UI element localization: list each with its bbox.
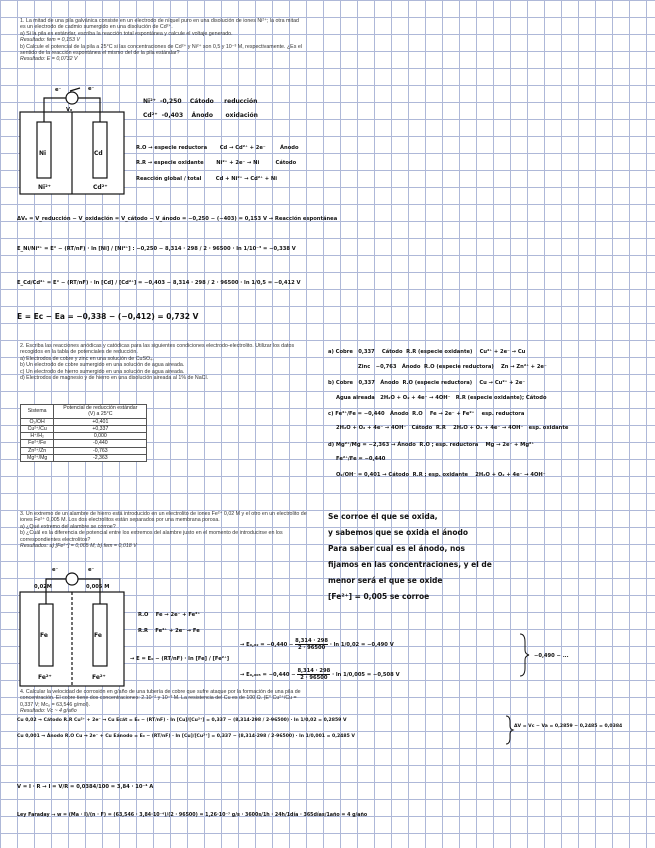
problem-1-part-a: a) Si la pila es estándar, escriba la reacción total espontánea y calcule el voltaje generado. <box>20 30 233 37</box>
notes3-e-0005-frac <box>297 668 330 681</box>
notes1-final: E = Ec − Ea = −0,338 − (−0,412) = 0,732 V <box>17 312 199 321</box>
answer2-a2: Zinc −0,763 Ánodo R.O (especie reductora) Zn → Zn²⁺ + 2e⁻ <box>358 364 547 370</box>
problem-1-statement <box>20 18 305 63</box>
table-cell: Zn²⁺/Zn <box>21 447 54 454</box>
table-cell: O₂/OH <box>21 418 54 425</box>
problem-1-part-b-result: Resultado: E = 0,0732 V <box>20 56 78 63</box>
answer2-b2: Agua aireada 2H₂O + O₂ + 4e⁻ → 4OH⁻ R.R (especie oxidante); Cátodo <box>336 395 547 401</box>
notes4-ohm: V = I · R → I = V/R = 0,0384/100 = 3,84 · 10⁻⁴ A <box>17 784 154 790</box>
notes3-e-0005-ln: · ln 1/0,005 = −0,508 V <box>332 672 400 678</box>
cell1-electron-right: e⁻ <box>88 86 95 92</box>
answer2-d3: O₂/OH⁻ = 0,401 → Cátodo R.R ; esp. oxidante 2H₂O + O₂ + 4e⁻ → 4OH⁻ <box>336 472 546 478</box>
table-cell: Cu²⁺/Cu <box>21 425 54 432</box>
table-row <box>21 455 147 462</box>
problem-3-a: a) ¿Qué extremo del alambre se corroe? <box>20 523 116 530</box>
table-row <box>21 433 147 440</box>
answer2-d2: Fe²⁺/Fe = −0,440 <box>336 456 386 462</box>
notes1-nernst-cd-label: E_Cd/Cd²⁺ = E° − (RT/nF) · ln [Cd] / [Cd²⁺] = −0,403 − <box>17 280 172 286</box>
notes3-e-0005-label: → E₀,₀₀₅ = −0,440 − <box>240 672 296 678</box>
notes1-nernst-cd-rest: 8,314 · 298 / 2 · 96500 · ln 1/0,5 = −0,412 V <box>172 280 301 286</box>
notes3-e-0005 <box>240 668 400 681</box>
notes1-nernst-ni-label: E_Ni/Ni²⁺ = E° − (RT/nF) · ln <box>17 246 97 252</box>
table-cell: -0,440 <box>54 440 147 447</box>
table-row <box>21 418 147 425</box>
potential-table-header-potential: Potencial de reducción estándar (V) a 25°C <box>54 405 147 419</box>
notes3-e-002-den: 2 · 96500 <box>297 645 326 651</box>
problem-2-intro: 2. Escriba las reacciones anódicas y catódicas para las siguientes condiciones electrodo-electrolito. Utilizar los datos recogidos en la tabla de potenciales de reducción. <box>20 343 295 356</box>
problem-2-statement <box>20 343 310 381</box>
problem-1-part-a-result: Resultado: fem = 0,153 V <box>20 37 80 44</box>
notes4-c2: Cu 0,001 → Ánodo R.O Cu → 2e⁻ + Cu Eánodo = E₀ − (RT/nF) · ln [Cu]/[Cu²⁺] = 0,337 − (8,314·298 / 2·96500) · ln 1/0,001 = 0,2485 V <box>17 734 355 739</box>
table-cell: -0,763 <box>54 447 147 454</box>
table-cell: H⁺/H₂ <box>21 433 54 440</box>
cell3-electron-right: e⁻ <box>88 567 95 573</box>
table-cell: -2,363 <box>54 455 147 462</box>
problem-4-result: Resultado: Vc ~ 4 g/año <box>20 708 77 715</box>
cell1-solution-left: Ni²⁺ <box>38 184 51 191</box>
problem-3-b: b) ¿Cuál es la diferencia de potencial entre los extremos del alambre justo en el momento de introducirse en los correspondientes electrolitos? <box>20 530 283 543</box>
problem-3-statement <box>20 511 310 549</box>
notes4-dv: ΔV = Vc − Va = 0,2859 − 0,2485 = 0,0384 <box>514 724 623 729</box>
answer3-l3: Para saber cual es el ánodo, nos <box>328 544 465 553</box>
answer2-a1: a) Cobre 0,337 Cátodo R.R (especie oxidante) Cu²⁺ + 2e⁻ → Cu <box>328 349 526 355</box>
table-cell: Fe²⁺/Fe <box>21 440 54 447</box>
notes3-rr: R.R Fe²⁺ + 2e⁻ → Fe <box>138 628 200 634</box>
answer2-d1: d) Mg²⁺/Mg = −2,363 → Ánodo R.O ; esp. reductora Mg → 2e⁻ + Mg²⁺ <box>328 442 535 448</box>
notes1-line4: R.R → especie oxidante Ni²⁺ + 2e⁻ → Ni Cátodo <box>136 160 297 166</box>
cell3-electrode-right: Fe <box>94 632 102 639</box>
cell3-conc-left: 0,02M <box>34 584 52 590</box>
notes1-line2: Cd²⁺ -0,403 Ánodo oxidación <box>143 112 258 119</box>
cell3-solution-right: Fe²⁺ <box>92 674 106 681</box>
problem-2-b: b) Un electrodo de cobre sumergido en una solución de agua aireada. <box>20 362 185 369</box>
notes3-result: −0,490 − ... <box>534 653 569 659</box>
problem-2-d: d) Electrodos de magnesio y de hierro en una disolución aireada al 1% de NaCl. <box>20 375 209 382</box>
problem-4-intro: 4. Calcular la velocidad de corrosión en g/año de una tubería de cobre que sufre ataque por la formación de una pila de concentración. El cobre tiene dos concentraciones: 2.10⁻² y 10⁻³ M. La resistencia del Cu es de 100 Ω. (E° Cu²⁺/Cu = 0,337 V; Mᴄᵤ = 63,546 g/mol). <box>20 689 301 708</box>
notes1-line5: Reacción global / total Cd + Ni²⁺ → Cd²⁺ + Ni <box>136 176 277 182</box>
answer3-l6: [Fe²⁺] = 0,005 se corroe <box>328 592 430 601</box>
problem-3-result: Resultados: a) [Fe²⁺] = 0,005 M, b) fem = 0,018 V <box>20 543 137 550</box>
table-cell: 0,000 <box>54 433 147 440</box>
notes3-e-002 <box>240 638 394 651</box>
notes1-line1: Ni²⁺ -0,250 Cátodo reducción <box>143 98 258 105</box>
problem-1-part-b: b) Calcule el potencial de la pila a 25°C si las concentraciones de Cd²⁺ y Ni²⁺ son 0,5 y 10⁻³ M, respectivamente. ¿Es el sentido de la reacción espontánea el mismo del de la pila estándar? <box>20 43 302 57</box>
problem-1-intro: 1. La mitad de una pila galvánica consiste en un electrodo de níquel puro en una disolución de iones Ni²⁺; la otra mitad es un electrodo de cadmio sumergido en una disolución de Cd²⁺. <box>20 18 299 31</box>
notes3-e-002-frac <box>295 638 328 651</box>
notes1-line3: R.O → especie reductora Cd → Cd²⁺ + 2e⁻ Ánodo <box>136 145 299 151</box>
potential-table <box>20 404 147 462</box>
potential-table-header-system: Sistema <box>21 405 54 419</box>
cell1-electron-left: e⁻ <box>55 87 62 93</box>
answer2-c1: c) Fe²⁺/Fe = −0,440 Ánodo R.O Fe → 2e⁻ + Fe²⁺ esp. reductora <box>328 411 525 417</box>
cell3-conc-right: 0,005 M <box>86 584 110 590</box>
answer3-l1: Se corroe el que se oxida, <box>328 512 438 521</box>
table-cell: Mg²⁺/Mg <box>21 455 54 462</box>
notes3-e-002-num: 8,314 · 298 <box>295 638 328 644</box>
notes1-nernst-ni-rt: 8,314 · 298 / 2 · 96500 <box>165 246 231 252</box>
cell3-electron-left: e⁻ <box>52 567 59 573</box>
table-row <box>21 425 147 432</box>
answer3-l4: fijamos en las concentraciones, y el de <box>328 560 492 569</box>
answer3-l2: y sabemos que se oxida el ánodo <box>328 528 469 537</box>
answer2-b1: b) Cobre 0,337 Ánodo R.O (especie reductora) Cu → Cu²⁺ + 2e⁻ <box>328 380 526 386</box>
cell1-solution-right: Cd²⁺ <box>93 184 108 191</box>
answer2-c2: 2H₂O + O₂ + 4e⁻ → 4OH⁻ Cátodo R.R 2H₂O + O₂ + 4e⁻ → 4OH⁻ esp. oxidante <box>336 425 569 431</box>
cell3-electrode-left: Fe <box>40 632 48 639</box>
notes1-nernst-cd <box>17 280 301 287</box>
notes1-delta-v: ΔV₀ = V_reducción − V_oxidación = V_cátodo − V_ánodo = −0,250 − (−403) = 0,153 V → Reacción espontánea <box>17 216 338 222</box>
table-cell: +0,401 <box>54 418 147 425</box>
problem-3-intro: 3. Un extremo de un alambre de hierro está introducido en un electrolito de iones Fe²⁺ 0,02 M y el otro en un electrolito de iones Fe²⁺ 0,005 M. Los dos electrolitos están separados por una membrana porosa. <box>20 511 307 524</box>
notes3-e-0005-den: 2 · 96500 <box>300 675 328 681</box>
answer3-l5: menor será el que se oxide <box>328 576 443 585</box>
notes3-e-general: → E = E₀ − (RT/nF) · ln [Fe] / [Fe²⁺] <box>130 656 230 662</box>
notes1-nernst-ni-sub: : −0,250 − <box>132 246 164 252</box>
cell1-electrode-right: Cd <box>94 150 103 157</box>
galvanic-cell-1 <box>20 88 124 194</box>
cell1-electrode-left: Ni <box>39 150 47 157</box>
table-row <box>21 447 147 454</box>
problem-2-c: c) Un electrodo de hierro sumergido en una solución de agua aireada. <box>20 368 185 375</box>
table-row <box>21 440 147 447</box>
notes1-nernst-ni <box>17 246 296 253</box>
notes4-faraday: Ley Faraday → w = (Ma · I)/(n · F) = (63,546 · 3,84·10⁻⁴)/(2 · 96500) = 1,26·10⁻⁷ g/s · 3600s/1h · 24h/1día · 365días/1año = 4 g/año <box>17 813 368 818</box>
notes4-c1: Cu 0,02 → Cátodo R.R Cu²⁺ + 2e⁻ → Cu Ecát = E₀ − (RT/nF) · ln [Cu]/[Cu²⁺] = 0,337 − (8,314·298 / 2·96500) · ln 1/0,02 = 0,2859 V <box>17 718 347 723</box>
notes3-e-0005-num: 8,314 · 298 <box>297 668 331 674</box>
notes3-ro: R.O Fe → 2e⁻ + Fe²⁺ <box>138 612 201 618</box>
problem-4-statement <box>20 689 310 715</box>
notes3-e-002-label: → E₀,₀₂ = −0,440 − <box>240 642 294 648</box>
notes3-e-002-ln: · ln 1/0,02 = −0,490 V <box>329 642 394 648</box>
notes1-nernst-ni-ln: · ln 1/10⁻³ = −0,338 V <box>232 246 296 252</box>
table-cell: +0,337 <box>54 425 147 432</box>
notes1-nernst-ni-frac: [Ni] / [Ni²⁺] <box>98 246 131 252</box>
cell1-voltmeter: V₀ <box>66 107 73 113</box>
problem-2-a: a) Electrodos de cobre y zinc en una solución de CuSO₄. <box>20 355 154 362</box>
cell3-solution-left: Fe²⁺ <box>38 674 52 681</box>
